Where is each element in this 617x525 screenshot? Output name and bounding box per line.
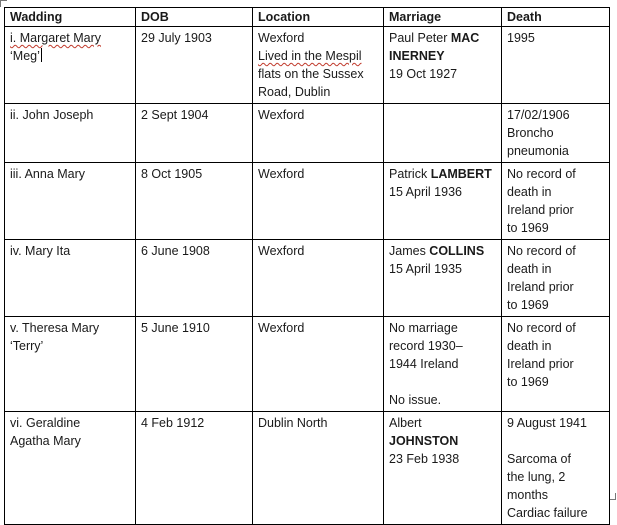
death-cell[interactable] [502,240,610,317]
name-cell[interactable] [5,412,136,525]
header-dob: DOB [136,8,253,27]
marriage-note-line: record 1930– [389,339,463,353]
spouse-line [389,242,496,260]
death-line: Ireland prior [507,203,574,217]
name-cell[interactable] [5,240,136,317]
death-line: 1995 [507,31,535,45]
location-line: Dublin North [258,416,328,430]
death-line: pneumonia [507,144,569,158]
name-cell[interactable] [5,104,136,163]
marriage-cell[interactable] [384,27,502,104]
marriage-cell[interactable] [384,240,502,317]
marriage-note-line: 1944 Ireland [389,357,459,371]
death-line: No record of [507,167,576,181]
death-line: death in [507,185,552,199]
name-cell[interactable] [5,317,136,412]
death-line: Sarcoma of [507,452,571,466]
table-row [5,412,610,525]
location-line: Wexford [258,167,305,181]
name-text: iii. Anna Mary [10,167,86,181]
location-line: Wexford [258,31,305,45]
marriage-cell[interactable] [384,104,502,163]
death-cell[interactable] [502,27,610,104]
death-line: Broncho [507,126,554,140]
death-cell[interactable] [502,104,610,163]
marriage-date: 15 April 1936 [389,185,462,199]
death-line: months [507,488,548,502]
name-text: vi. Geraldine [10,416,81,430]
name-text: i. Margaret Mary [10,31,101,45]
issue-note: No issue. [389,393,442,407]
location-line: flats on the Sussex [258,67,364,81]
blank-line [389,373,496,391]
dob-text: 8 Oct 1905 [141,167,203,181]
spouse-first-names: Paul Peter [389,31,451,45]
death-line: the lung, 2 [507,470,566,484]
death-cell[interactable] [502,412,610,525]
dob-text: 6 June 1908 [141,244,210,258]
location-cell[interactable] [253,163,384,240]
name-text: ii. John Joseph [10,108,94,122]
header-marriage: Marriage [384,8,502,27]
dob-text: 2 Sept 1904 [141,108,209,122]
name-line [10,29,130,47]
table-row [5,317,610,412]
marriage-note-line: No marriage [389,321,458,335]
death-line: No record of [507,321,576,335]
death-line: No record of [507,244,576,258]
location-line: Lived in the Mespil [258,49,362,63]
location-line: Wexford [258,244,305,258]
dob-cell[interactable] [136,240,253,317]
location-cell[interactable] [253,240,384,317]
marriage-date: 19 Oct 1927 [389,67,458,81]
marriage-date: 23 Feb 1938 [389,452,460,466]
text-cursor [41,48,42,62]
dob-cell[interactable] [136,412,253,525]
death-line: Cardiac failure [507,506,588,520]
name-line [10,242,130,260]
name-text: iv. Mary Ita [10,244,71,258]
death-line: Ireland prior [507,357,574,371]
dob-cell[interactable] [136,317,253,412]
table-row [5,104,610,163]
page-corner-mark [609,493,616,500]
name-line [10,47,130,65]
spouse-surname-cont: INERNEY [389,49,445,63]
death-cell[interactable] [502,317,610,412]
blank-line [507,432,604,450]
location-cell[interactable] [253,104,384,163]
location-cell[interactable] [253,317,384,412]
location-line: Wexford [258,321,305,335]
death-cell[interactable] [502,163,610,240]
nickname-text: ‘Meg’ [10,49,40,63]
header-wadding: Wadding [5,8,136,27]
location-line: Road, Dublin [258,85,331,99]
page-corner-mark [0,0,7,7]
death-line: death in [507,339,552,353]
dob-text: 4 Feb 1912 [141,416,205,430]
location-cell[interactable] [253,412,384,525]
spouse-surname: LAMBERT [430,167,492,181]
location-cell[interactable] [253,27,384,104]
spouse-surname: MAC [450,31,480,45]
death-line: Ireland prior [507,280,574,294]
spouse-line [389,29,496,47]
death-line: to 1969 [507,221,549,235]
header-death: Death [502,8,610,27]
spouse-first-names: Albert [389,416,422,430]
table-row [5,163,610,240]
dob-cell[interactable] [136,104,253,163]
location-line: Wexford [258,108,305,122]
nickname-text: ‘Terry’ [10,339,44,353]
marriage-cell[interactable] [384,317,502,412]
table-row [5,240,610,317]
name-cell[interactable] [5,163,136,240]
marriage-cell[interactable] [384,412,502,525]
death-line: to 1969 [507,298,549,312]
death-line: 9 August 1941 [507,416,587,430]
spouse-line [389,165,496,183]
dob-cell[interactable] [136,163,253,240]
dob-text: 29 July 1903 [141,31,212,45]
family-table [4,7,610,525]
spouse-surname: COLLINS [429,244,485,258]
dob-cell[interactable] [136,27,253,104]
marriage-cell[interactable] [384,163,502,240]
header-location: Location [253,8,384,27]
spouse-first-names: Patrick [389,167,431,181]
death-line: death in [507,262,552,276]
table-header-row [5,8,610,27]
spouse-surname: JOHNSTON [389,434,459,448]
name-text-cont: Agatha Mary [10,434,81,448]
death-line: to 1969 [507,375,549,389]
name-text: v. Theresa Mary [10,321,100,335]
spouse-first-names: James [389,244,430,258]
marriage-date: 15 April 1935 [389,262,462,276]
name-cell[interactable] [5,27,136,104]
table-row [5,27,610,104]
dob-text: 5 June 1910 [141,321,210,335]
death-line: 17/02/1906 [507,108,570,122]
